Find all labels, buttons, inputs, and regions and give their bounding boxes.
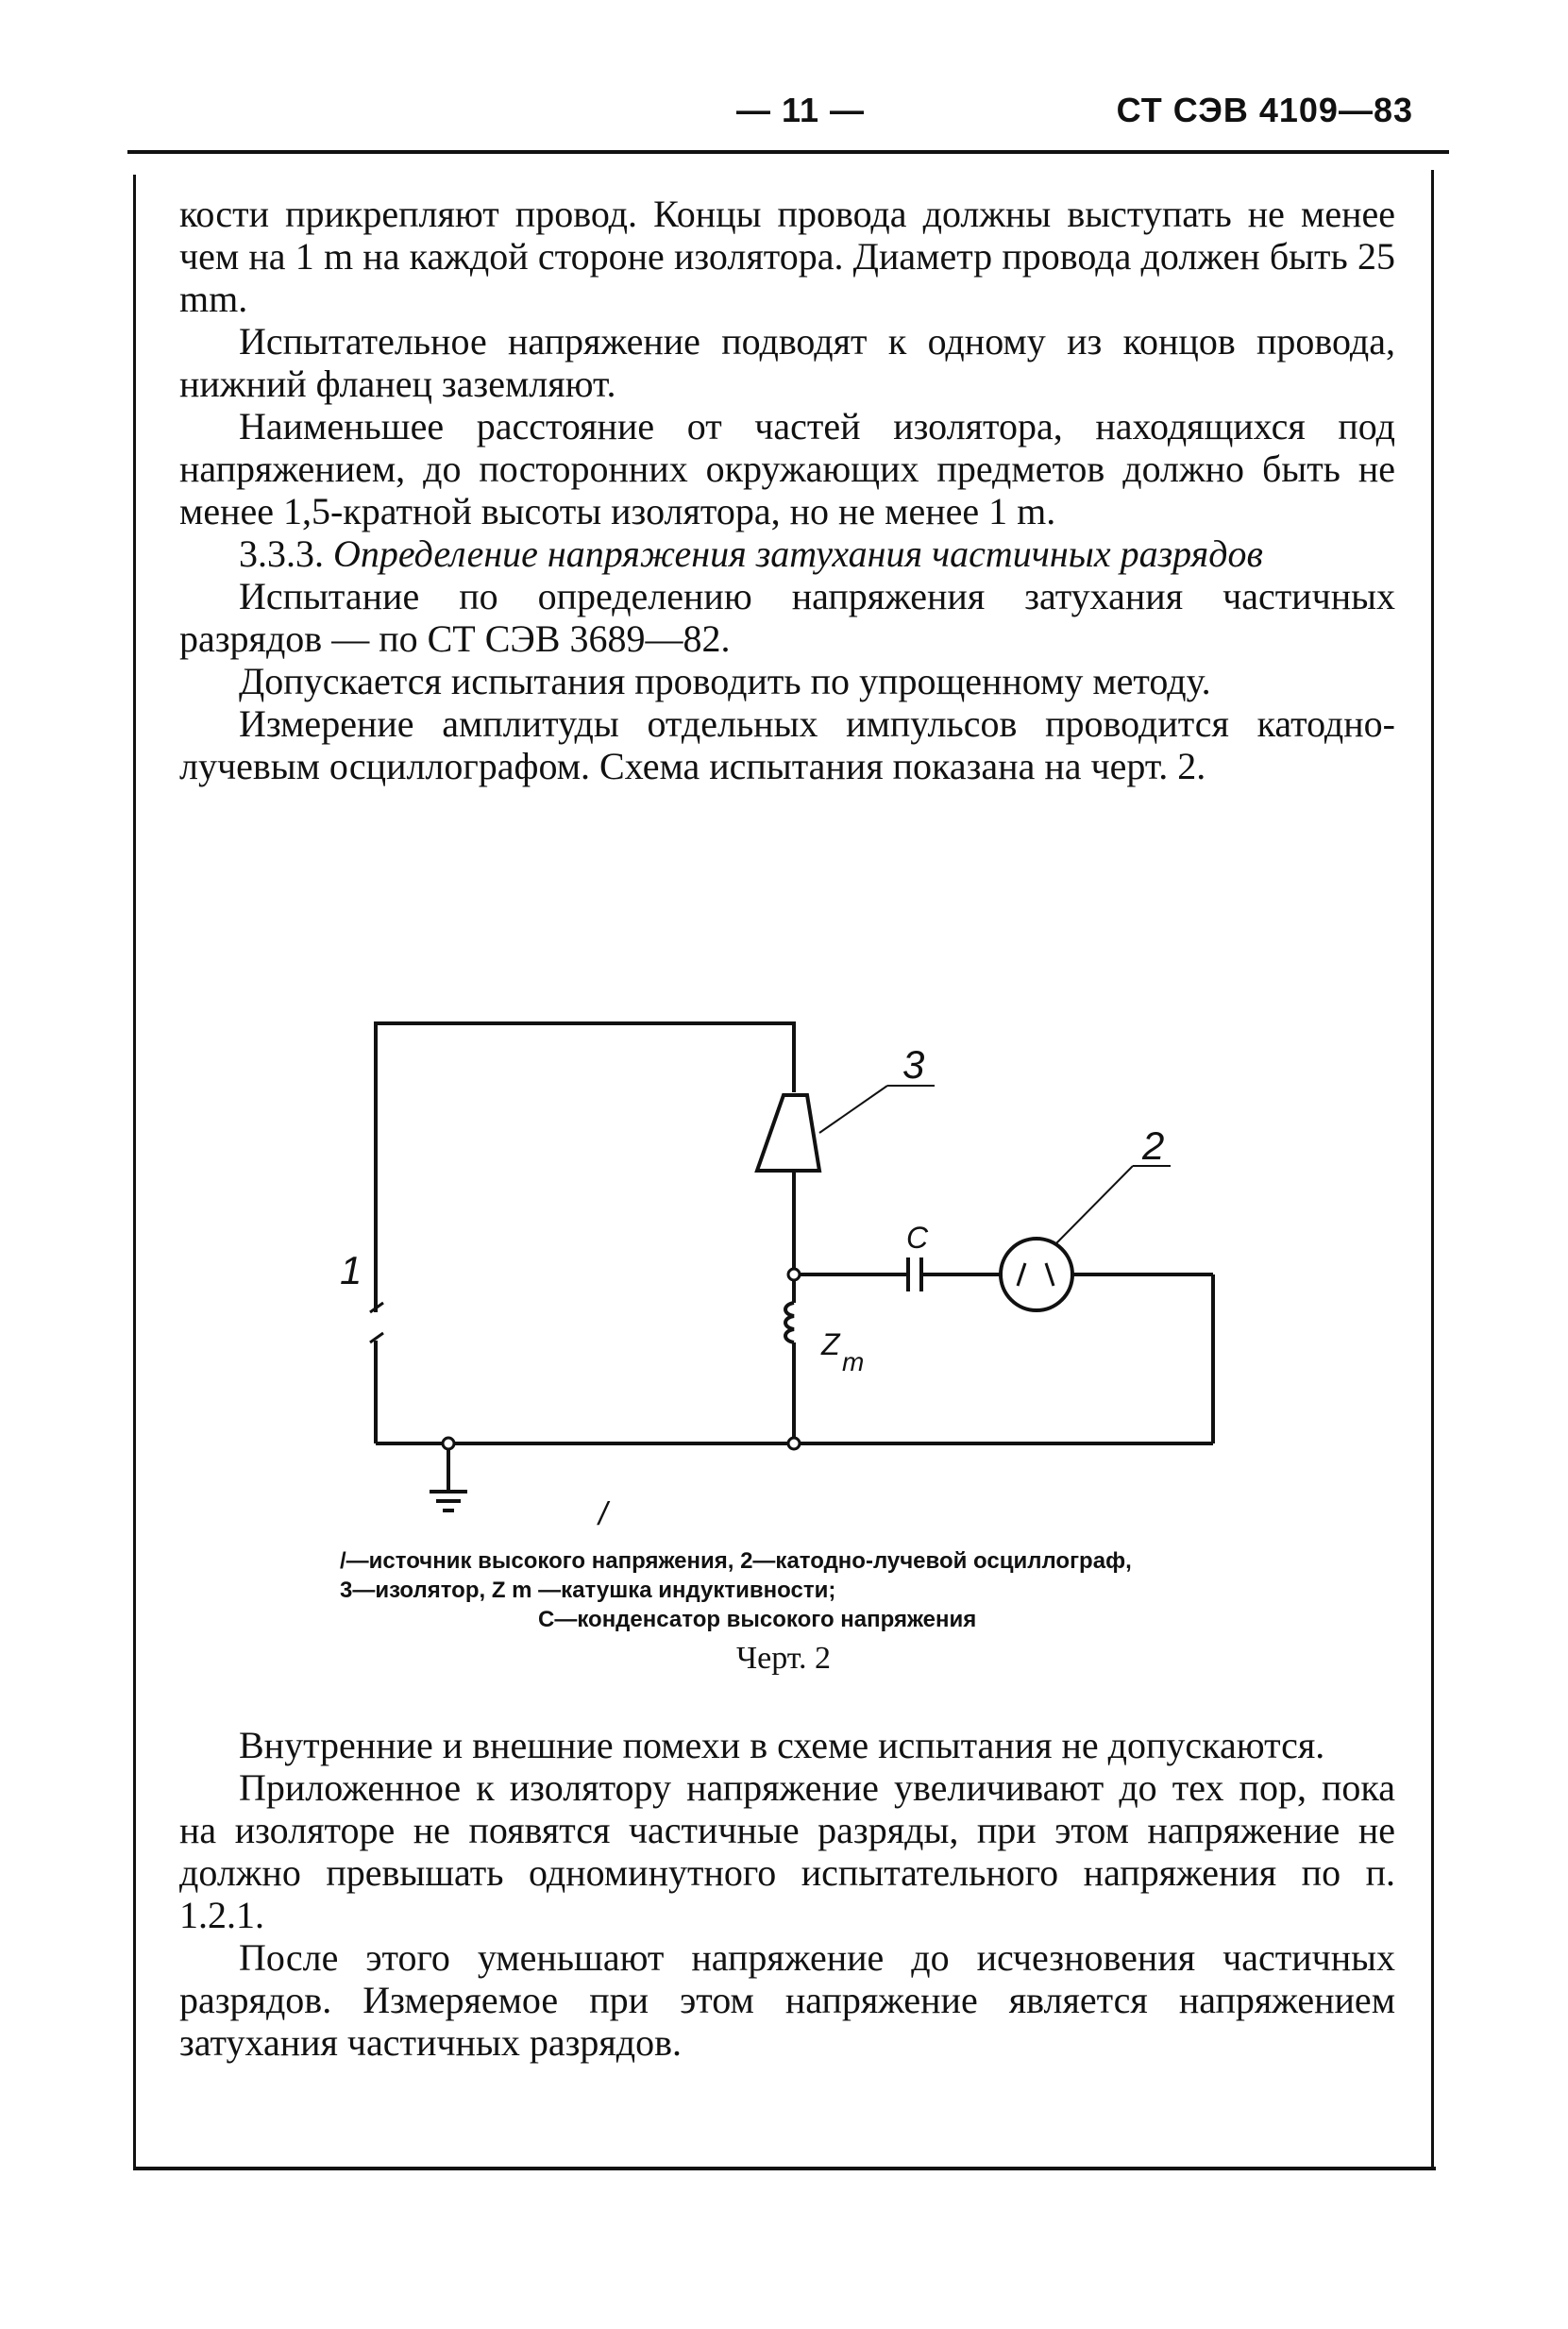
oscillograph-electrode-2	[1046, 1263, 1054, 1286]
label-1: 1	[340, 1248, 362, 1292]
frame-right-border	[1431, 170, 1434, 2167]
label-c: C	[906, 1221, 929, 1255]
figure-caption	[340, 1546, 1246, 1634]
label-3: 3	[902, 1042, 925, 1087]
page-number: — 11 —	[736, 91, 866, 129]
oscillograph-electrode-1	[1018, 1263, 1025, 1286]
leader-2	[1055, 1166, 1133, 1244]
caption-line: /—источник высокого напряжения, 2—катодно-лучевой осциллограф,	[340, 1548, 1132, 1574]
paragraph: Допускается испытания проводить по упрощенному методу.	[239, 660, 1211, 702]
paragraph: После этого уменьшают напряжение до исчезновения частичных разрядов. Измеряемое при этом напряжение является напряжением затухания частичных разрядов.	[179, 1936, 1395, 2064]
test-circuit-diagram	[302, 1001, 1246, 1529]
ground-node	[443, 1438, 454, 1449]
insulator	[757, 1095, 819, 1171]
paragraph: кости прикрепляют провод. Концы провода должны выступать не менее чем на 1 m на каждой стороне изолятора. Диаметр провода должен быть 25 mm.	[179, 193, 1395, 320]
header-rule	[127, 150, 1449, 154]
caption-line: C—конденсатор высокого напряжения	[538, 1607, 977, 1632]
paragraph: Испытательное напряжение подводят к одному из концов провода, нижний фланец заземляют.	[179, 320, 1395, 405]
junction-node-top	[788, 1269, 800, 1280]
footer-rule	[133, 2167, 1436, 2170]
label-z: Z	[821, 1327, 840, 1361]
inductor-coil	[785, 1303, 794, 1342]
label-z-sub: m	[842, 1347, 865, 1376]
oscillograph	[1001, 1239, 1072, 1310]
body-text-top	[179, 193, 1395, 787]
wire-top	[376, 1023, 794, 1312]
standard-designation: СТ СЭВ 4109—83	[1116, 91, 1413, 129]
paragraph: Испытание по определению напряжения затухания частичных разрядов — по СТ СЭВ 3689—82.	[179, 575, 1395, 660]
body-text-bottom	[179, 1724, 1395, 2064]
paragraph: Внутренние и внешние помехи в схеме испытания не допускаются.	[239, 1724, 1325, 1766]
label-2: 2	[1142, 1123, 1165, 1168]
section-title: Определение напряжения затухания частичных разрядов	[333, 532, 1263, 575]
frame-left-border	[133, 175, 136, 2167]
label-ground-1: /	[599, 1496, 608, 1529]
junction-node-bottom	[788, 1438, 800, 1449]
section-number: 3.3.3.	[239, 532, 324, 575]
paragraph: Измерение амплитуды отдельных импульсов проводится катодно-лучевым осциллографом. Схема испытания показана на черт. 2.	[179, 702, 1395, 787]
caption-line: 3—изолятор, Z m —катушка индуктивности;	[340, 1578, 836, 1603]
figure-label: Черт. 2	[736, 1641, 832, 1676]
leader-3	[819, 1086, 887, 1133]
section-heading	[179, 532, 1395, 575]
paragraph: Приложенное к изолятору напряжение увеличивают до тех пор, пока на изоляторе не появятся частичные разряды, при этом напряжение не должно превышать одноминутного испытательного напряжения по п. 1.2.1.	[179, 1766, 1395, 1936]
paragraph: Наименьшее расстояние от частей изолятора, находящихся под напряжением, до посторонних окружающих предметов должно быть не менее 1,5-кратной высоты изолятора, но не менее 1 m.	[179, 405, 1395, 532]
